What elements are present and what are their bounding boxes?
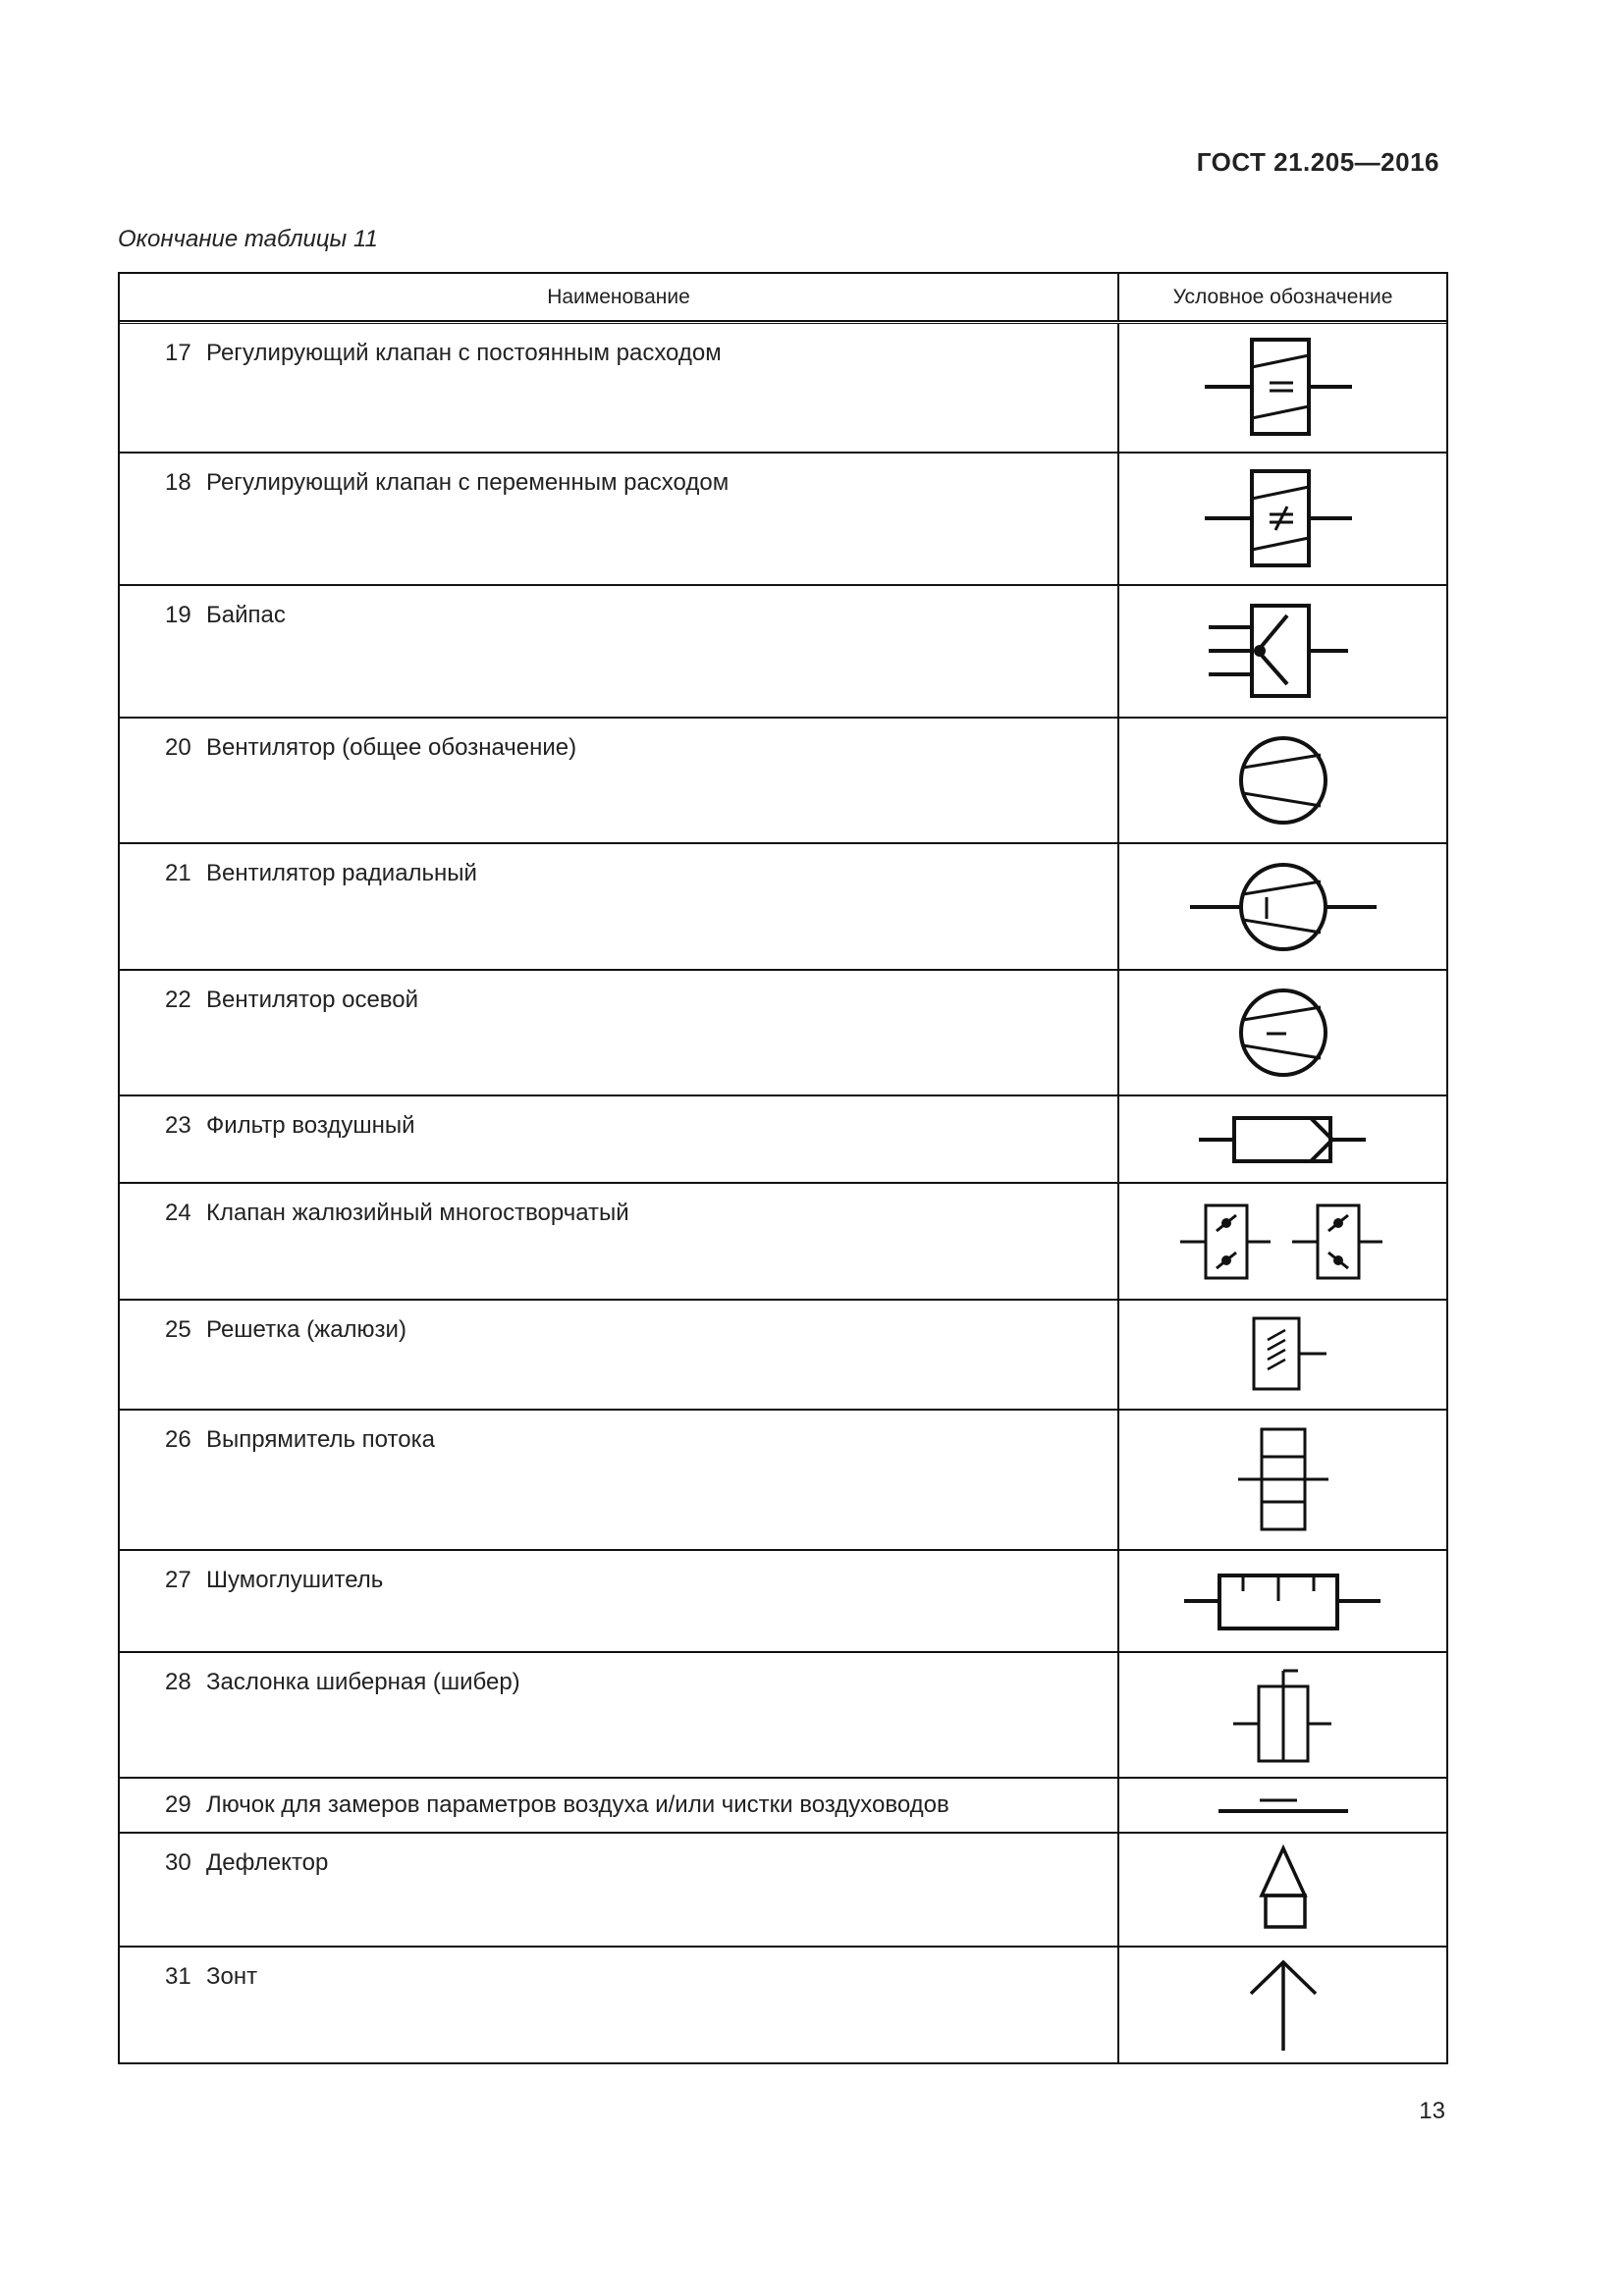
- table-row: [120, 1182, 1446, 1299]
- row-number: 20: [165, 734, 191, 761]
- louver-damper-icon: [1180, 1198, 1386, 1286]
- table-row: [120, 1095, 1446, 1182]
- row-number: 29: [165, 1791, 191, 1818]
- row-name: [165, 734, 576, 762]
- table-header-row: [120, 274, 1446, 321]
- row-number: 21: [165, 860, 191, 886]
- row-name: [165, 469, 729, 497]
- column-header-symbol: Условное обозначение: [1172, 285, 1393, 308]
- bypass-icon: [1205, 598, 1362, 706]
- air-filter-icon: [1195, 1110, 1372, 1169]
- row-number: 19: [165, 602, 191, 628]
- row-name: [165, 1963, 257, 1991]
- row-number: 17: [165, 340, 191, 366]
- row-label: Выпрямитель потока: [206, 1426, 435, 1453]
- table-row: [120, 1549, 1446, 1651]
- table-row: [120, 1777, 1446, 1832]
- row-label: Вентилятор (общее обозначение): [206, 734, 577, 761]
- row-name: [165, 860, 477, 887]
- symbols-table: [118, 272, 1448, 2064]
- access-hatch-icon: [1215, 1790, 1352, 1820]
- deflector-icon: [1244, 1841, 1323, 1939]
- table-row: [120, 842, 1446, 969]
- row-label: Клапан жалюзийный многостворчатый: [206, 1200, 629, 1226]
- row-label: Байпас: [206, 602, 286, 628]
- table-row: [120, 1299, 1446, 1409]
- radial-fan-icon: [1190, 858, 1377, 956]
- row-number: 23: [165, 1112, 191, 1139]
- table-row: [120, 1651, 1446, 1777]
- grille-icon: [1234, 1310, 1332, 1399]
- row-label: Зонт: [206, 1963, 258, 1990]
- table-row: [120, 1946, 1446, 2062]
- row-number: 26: [165, 1426, 191, 1453]
- table-row: [120, 321, 1446, 452]
- row-number: 22: [165, 987, 191, 1013]
- table-row: [120, 584, 1446, 717]
- page-number: 13: [1419, 2098, 1445, 2124]
- row-name: [165, 1426, 435, 1454]
- row-label: Дефлектор: [206, 1849, 329, 1876]
- constant-flow-valve-icon: [1205, 334, 1362, 442]
- row-name: [165, 1849, 328, 1877]
- row-label: Фильтр воздушный: [206, 1112, 415, 1139]
- row-label: Регулирующий клапан с постоянным расходом: [206, 340, 722, 366]
- row-name: [165, 1200, 629, 1227]
- row-label: Вентилятор осевой: [206, 987, 419, 1013]
- silencer-icon: [1180, 1562, 1386, 1640]
- row-number: 25: [165, 1316, 191, 1343]
- row-number: 27: [165, 1567, 191, 1593]
- table-row: [120, 1409, 1446, 1549]
- table-row: [120, 717, 1446, 842]
- row-label: Заслонка шиберная (шибер): [206, 1669, 520, 1695]
- row-label: Регулирующий клапан с переменным расходом: [206, 469, 730, 496]
- row-label: Шумоглушитель: [206, 1567, 384, 1593]
- row-number: 28: [165, 1669, 191, 1695]
- row-name: [165, 987, 418, 1014]
- flow-straightener-icon: [1234, 1421, 1332, 1539]
- row-name: [165, 602, 286, 629]
- hood-icon: [1239, 1956, 1327, 2055]
- row-name: [165, 1112, 415, 1140]
- row-number: 18: [165, 469, 191, 496]
- axial-fan-icon: [1229, 984, 1337, 1082]
- table-row: [120, 969, 1446, 1095]
- variable-flow-valve-icon: [1205, 465, 1362, 573]
- row-label: Лючок для замеров параметров воздуха и/или чистки воздуховодов: [206, 1791, 949, 1818]
- document-code: ГОСТ 21.205—2016: [1196, 147, 1439, 177]
- row-name: [165, 340, 722, 367]
- table-row: [120, 452, 1446, 584]
- table-caption: Окончание таблицы 11: [118, 226, 378, 252]
- column-header-name: Наименование: [120, 274, 1119, 320]
- row-number: 24: [165, 1200, 191, 1226]
- row-number: 30: [165, 1849, 191, 1876]
- row-name: [165, 1669, 520, 1696]
- fan-general-icon: [1229, 731, 1337, 829]
- row-number: 31: [165, 1963, 191, 1990]
- row-name: [165, 1567, 383, 1594]
- row-name: [165, 1316, 406, 1344]
- row-label: Решетка (жалюзи): [206, 1316, 406, 1343]
- row-label: Вентилятор радиальный: [206, 860, 477, 886]
- table-row: [120, 1832, 1446, 1946]
- row-name: [165, 1791, 949, 1819]
- slide-gate-icon: [1229, 1661, 1337, 1769]
